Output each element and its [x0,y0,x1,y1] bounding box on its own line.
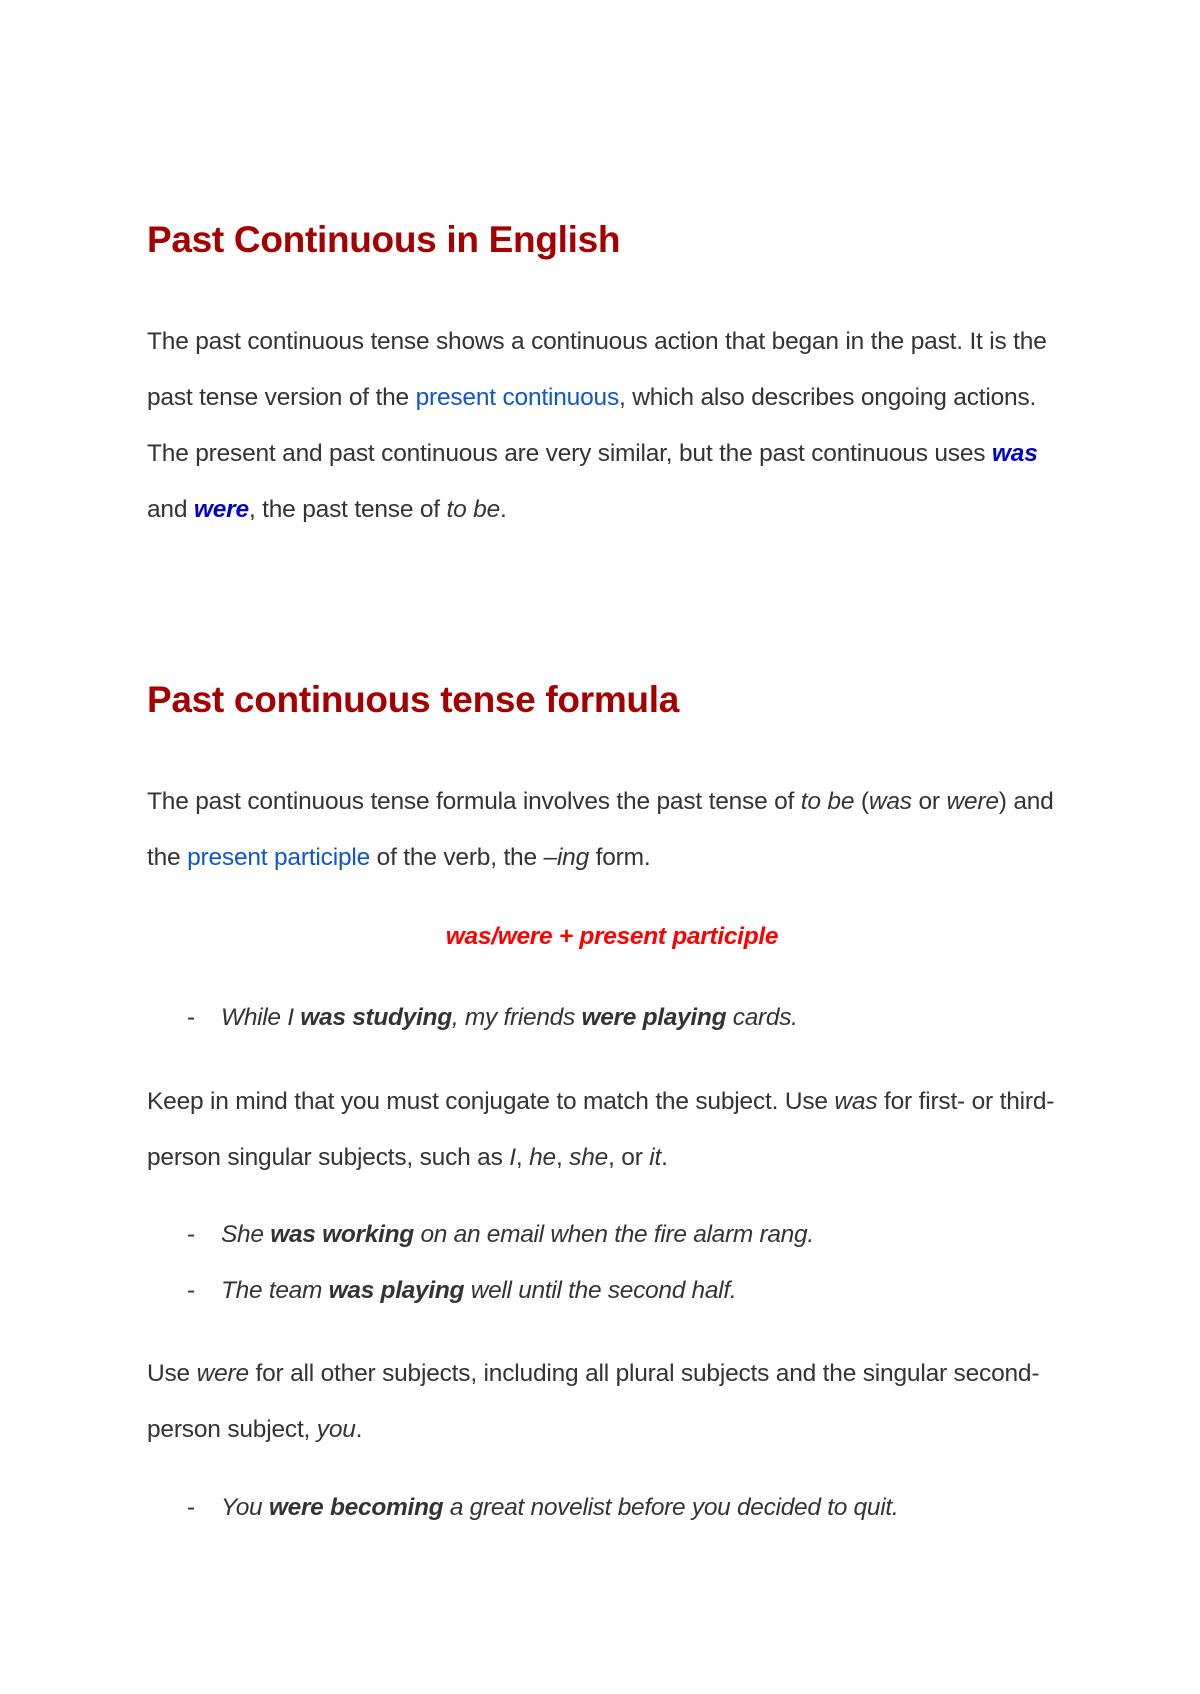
emphasis: were [196,1360,249,1387]
text-run: and [147,496,194,523]
plural-paragraph [147,1346,1077,1458]
emphasis: were [946,788,999,815]
keyword-were: were [193,496,249,523]
text-run: or [911,788,947,815]
present-continuous-link[interactable]: present continuous [415,384,619,411]
emphasis: she [569,1144,609,1171]
formula-paragraph [147,774,1077,886]
page-title: Past Continuous in English [147,219,621,260]
emphasis-bold: were becoming [268,1494,444,1521]
text-run: well until the second half. [464,1277,737,1304]
emphasis: to be [800,788,855,815]
text-run: for first- or third-person singular subjects, such as [147,1088,1055,1171]
conjugation-paragraph [147,1074,1077,1186]
emphasis: you [316,1416,356,1443]
text-run: cards. [726,1004,798,1031]
text-run: of the verb, the [370,844,544,871]
text-run: ) and the [147,788,1054,871]
emphasis: to be [446,496,501,523]
text-run: . [661,1144,668,1171]
list-dash: - [187,1004,195,1031]
text-run: While I [221,1004,301,1031]
text-run: , the past tense of [248,496,447,523]
example-item [187,1215,814,1255]
section-heading-formula: Past continuous tense formula [147,679,679,720]
formula-line: was/were + present participle [445,923,779,950]
emphasis-bold: were playing [581,1004,727,1031]
text-run: The past continuous tense formula involves the past tense of [147,788,801,815]
present-participle-link[interactable]: present participle [187,844,371,871]
text-run: , [515,1144,530,1171]
example-item [187,998,798,1038]
text-run: The past continuous tense shows a continuous action that began in the past. It is the past tense version of the [147,328,1047,411]
text-run: Use [147,1360,197,1387]
list-dash: - [187,1221,195,1248]
text-run: . [500,496,507,523]
text-run: a great novelist before you decided to quit. [443,1494,899,1521]
text-run: , which also describes ongoing actions. The present and past continuous are very similar, but the past continuous uses [147,384,1037,467]
emphasis: –ing [543,844,590,871]
text-run: . [355,1416,363,1443]
text-run: You [221,1494,269,1521]
text-run: Keep in mind that you must conjugate to match the subject. Use [147,1088,835,1115]
emphasis: was [868,788,912,815]
text-run: , my friends [451,1004,582,1031]
example-item [187,1271,736,1311]
text-run: form. [589,844,651,871]
list-dash: - [187,1277,195,1304]
text-run: for all other subjects, including all plural subjects and the singular second-person subject, [147,1360,1040,1443]
text-run: , [555,1144,570,1171]
emphasis: was [834,1088,878,1115]
text-run: on an email when the fire alarm rang. [413,1221,814,1248]
list-dash: - [187,1494,195,1521]
text-run: ( [854,788,869,815]
intro-paragraph [147,314,1077,538]
text-run: She [221,1221,271,1248]
emphasis-bold: was studying [300,1004,452,1031]
emphasis: it [649,1144,662,1171]
example-item [187,1488,898,1528]
emphasis-bold: was playing [328,1277,465,1304]
text-run: The team [221,1277,329,1304]
keyword-was: was [991,440,1038,467]
text-run: , or [608,1144,650,1171]
emphasis: he [529,1144,556,1171]
emphasis-bold: was working [270,1221,414,1248]
emphasis: I [509,1144,516,1171]
